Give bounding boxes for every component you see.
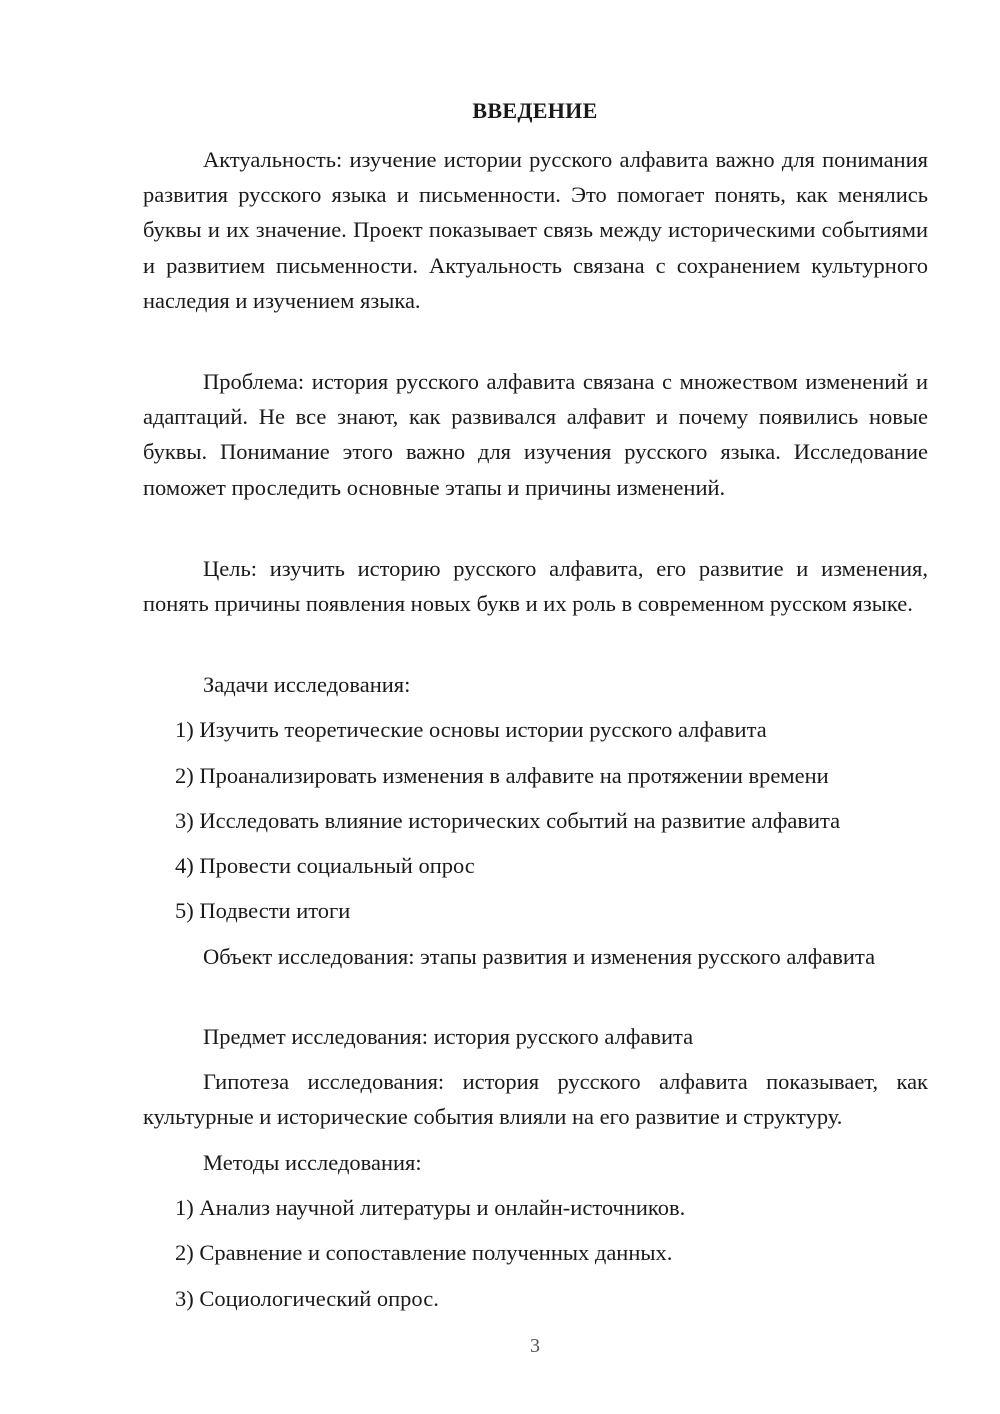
methods-heading: Методы исследования: bbox=[203, 1150, 422, 1175]
paragraph-goal: Цель: изучить историю русского алфавита, его развитие и изменения, понять причины появления новых букв и их роль в современном русском языке. bbox=[143, 556, 928, 617]
page-number: 3 bbox=[530, 1335, 540, 1357]
paragraph-problem: Проблема: история русского алфавита связана с множеством изменений и адаптаций. Не все знают, как развивался алфавит и почему появились новые буквы. Понимание этого важно для изучения русского языка. Исследование поможет проследить основные этапы и причины изменений. bbox=[143, 369, 928, 500]
task-list-item: 3) Исследовать влияние исторических событий на развитие алфавита bbox=[175, 808, 841, 833]
paragraph-subject: Предмет исследования: история русского алфавита bbox=[203, 1024, 694, 1049]
task-list-item: 1) Изучить теоретические основы истории русского алфавита bbox=[175, 717, 767, 742]
paragraph-object: Объект исследования: этапы развития и изменения русского алфавита bbox=[203, 944, 876, 969]
method-list-item: 1) Анализ научной литературы и онлайн-источников. bbox=[175, 1195, 686, 1220]
method-list-item: 2) Сравнение и сопоставление полученных данных. bbox=[175, 1240, 673, 1265]
paragraph-hypothesis: Гипотеза исследования: история русского алфавита показывает, как культурные и исторические события влияли на его развитие и структуру. bbox=[143, 1069, 928, 1130]
task-list-item: 5) Подвести итоги bbox=[175, 898, 351, 923]
task-list-item: 2) Проанализировать изменения в алфавите на протяжении времени bbox=[175, 763, 829, 788]
section-title: ВВЕДЕНИЕ bbox=[472, 98, 598, 123]
task-list-item: 4) Провести социальный опрос bbox=[175, 853, 475, 878]
method-list-item: 3) Социологический опрос. bbox=[175, 1286, 439, 1311]
tasks-heading: Задачи исследования: bbox=[203, 672, 411, 697]
paragraph-relevance: Актуальность: изучение истории русского алфавита важно для понимания развития русского языка и письменности. Это помогает понять, как менялись буквы и их значение. Проект показывает связь между историческими событиями и развитием письменности. Актуальность связана с сохранением культурного наследия и изучением языка. bbox=[143, 147, 928, 313]
